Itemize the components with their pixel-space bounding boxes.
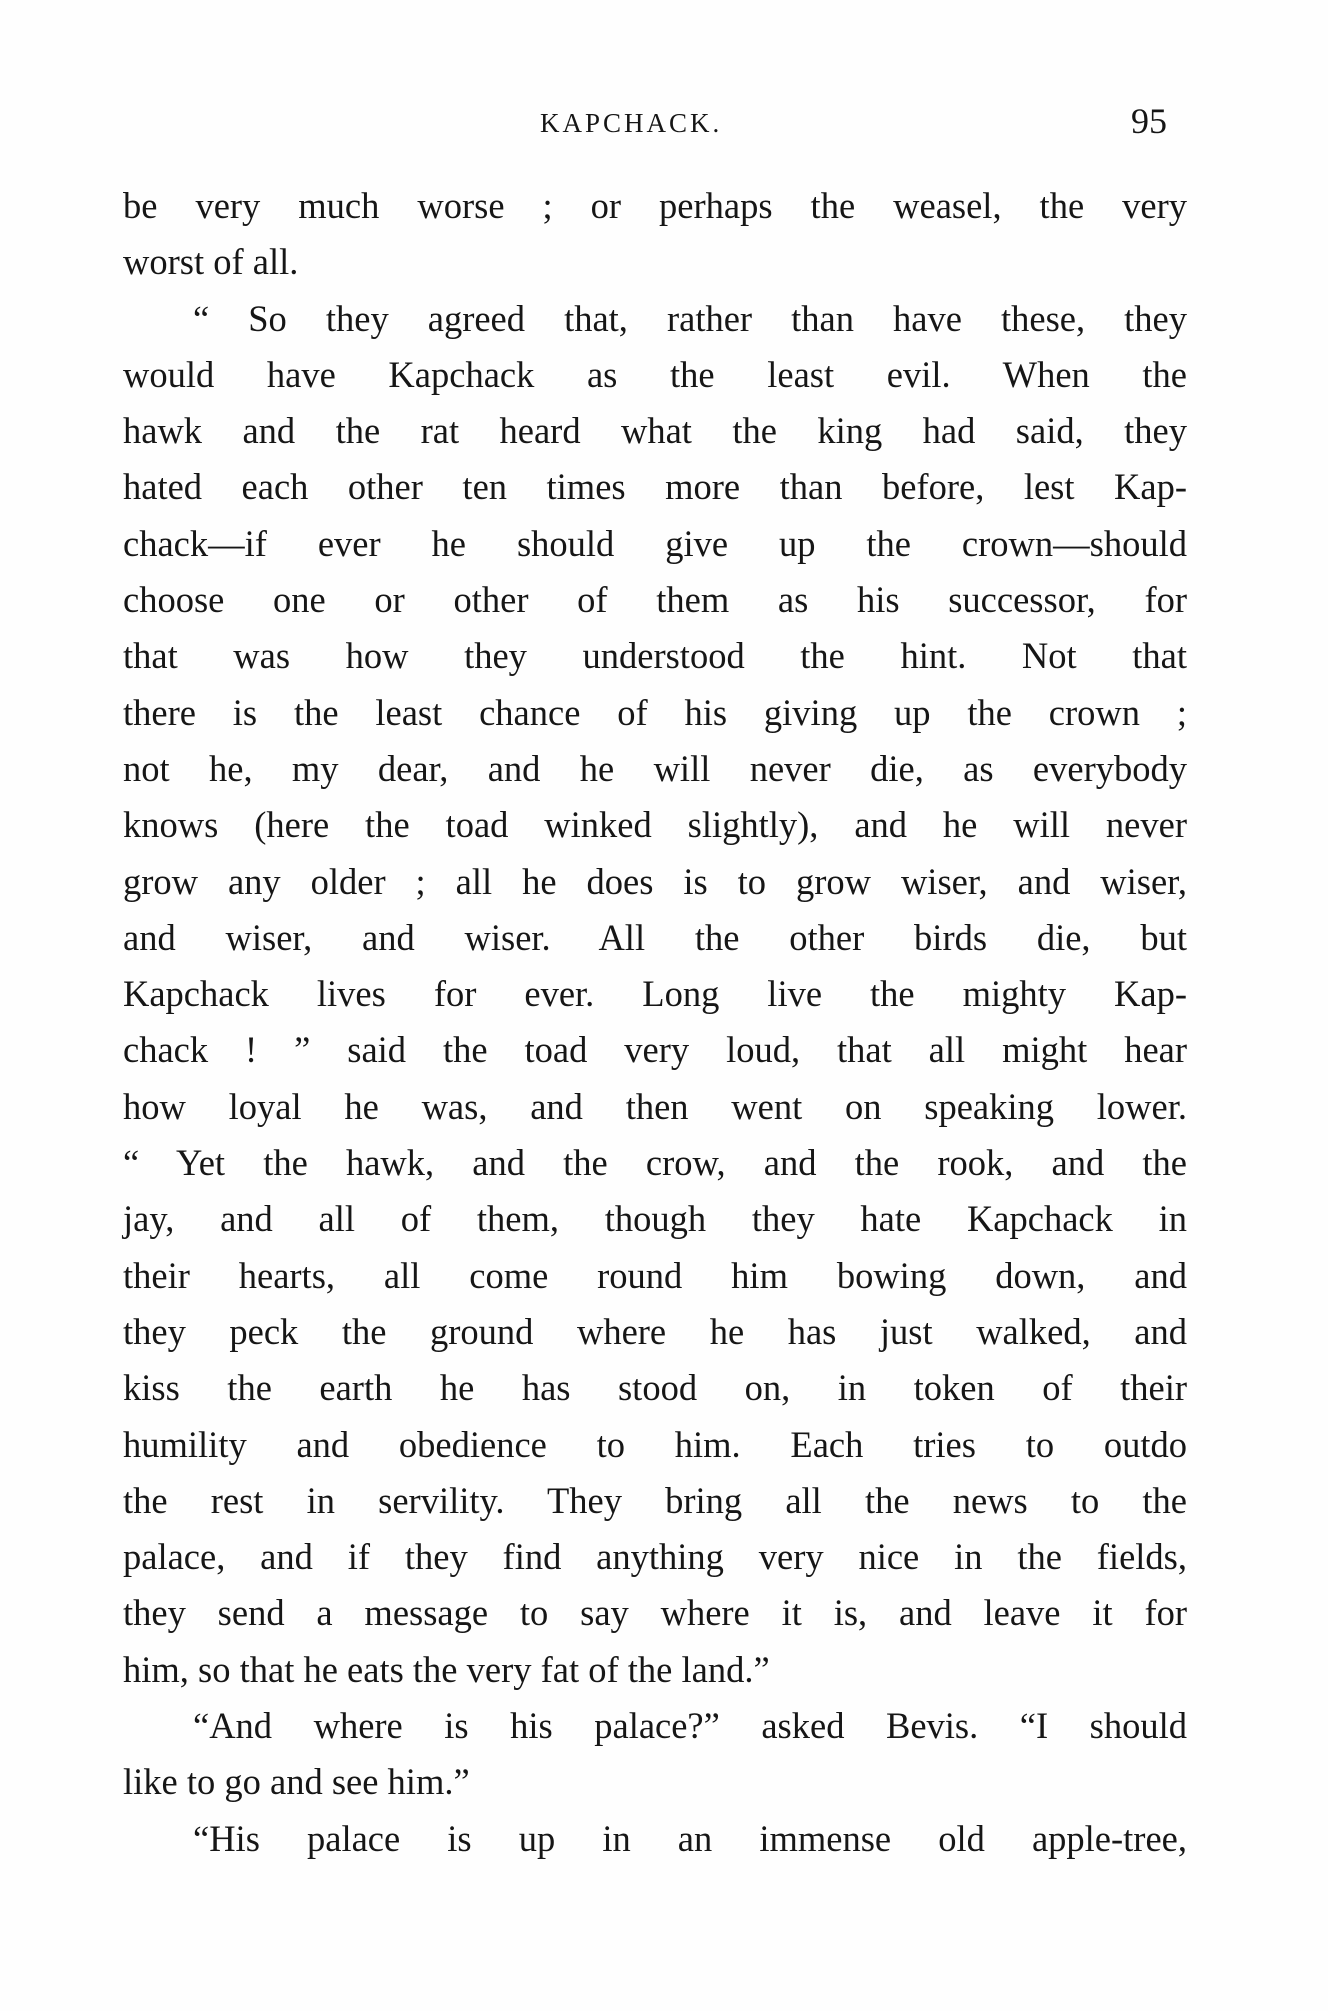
- text-line: kiss the earth he has stood on, in token of their: [123, 1367, 1187, 1409]
- text-line: their hearts, all come round him bowing down, and: [123, 1254, 1187, 1296]
- page-number: 95: [1131, 101, 1167, 141]
- text-line: Kapchack lives for ever. Long live the mighty Kap-: [123, 973, 1187, 1015]
- text-line: there is the least chance of his giving up the crown ;: [123, 691, 1187, 733]
- text-line: grow any older ; all he does is to grow wiser, and wiser,: [123, 860, 1187, 902]
- text-line: that was how they understood the hint. Not that: [123, 635, 1187, 677]
- text-line: and wiser, and wiser. All the other birds die, but: [123, 916, 1187, 958]
- text-line: would have Kapchack as the least evil. When the: [123, 353, 1187, 395]
- running-title: KAPCHACK.: [540, 108, 723, 138]
- text-line: chack—if ever he should give up the crown—should: [123, 522, 1187, 564]
- text-line: “And where is his palace?” asked Bevis. “I should: [193, 1705, 1187, 1747]
- text-line: be very much worse ; or perhaps the weasel, the very: [123, 185, 1187, 226]
- text-line: hawk and the rat heard what the king had said, they: [123, 410, 1187, 452]
- text-line: the rest in servility. They bring all the news to the: [123, 1479, 1187, 1521]
- text-line: jay, and all of them, though they hate Kapchack in: [123, 1198, 1187, 1240]
- text-line: “His palace is up in an immense old apple-tree,: [193, 1817, 1187, 1859]
- text-line: knows (here the toad winked slightly), and he will never: [123, 804, 1187, 846]
- text-line: “ Yet the hawk, and the crow, and the rook, and the: [123, 1142, 1187, 1184]
- text-line: him, so that he eats the very fat of the land.”: [123, 1648, 770, 1690]
- text-line: not he, my dear, and he will never die, as everybody: [123, 747, 1187, 789]
- text-line: choose one or other of them as his successor, for: [123, 579, 1187, 621]
- body-text: [123, 178, 1187, 1867]
- text-line: like to go and see him.”: [123, 1761, 470, 1803]
- running-header: [0, 100, 1328, 150]
- text-line: how loyal he was, and then went on speaking lower.: [123, 1085, 1187, 1127]
- text-line: they peck the ground where he has just walked, and: [123, 1310, 1187, 1352]
- text-line: chack ! ” said the toad very loud, that all might hear: [123, 1029, 1187, 1071]
- text-line: humility and obedience to him. Each tries to outdo: [123, 1423, 1187, 1465]
- text-line: hated each other ten times more than before, lest Kap-: [123, 466, 1187, 508]
- text-line: palace, and if they find anything very nice in the fields,: [123, 1536, 1187, 1578]
- text-line: they send a message to say where it is, and leave it for: [123, 1592, 1187, 1634]
- text-line: worst of all.: [123, 241, 299, 283]
- text-line: “ So they agreed that, rather than have these, they: [193, 297, 1187, 339]
